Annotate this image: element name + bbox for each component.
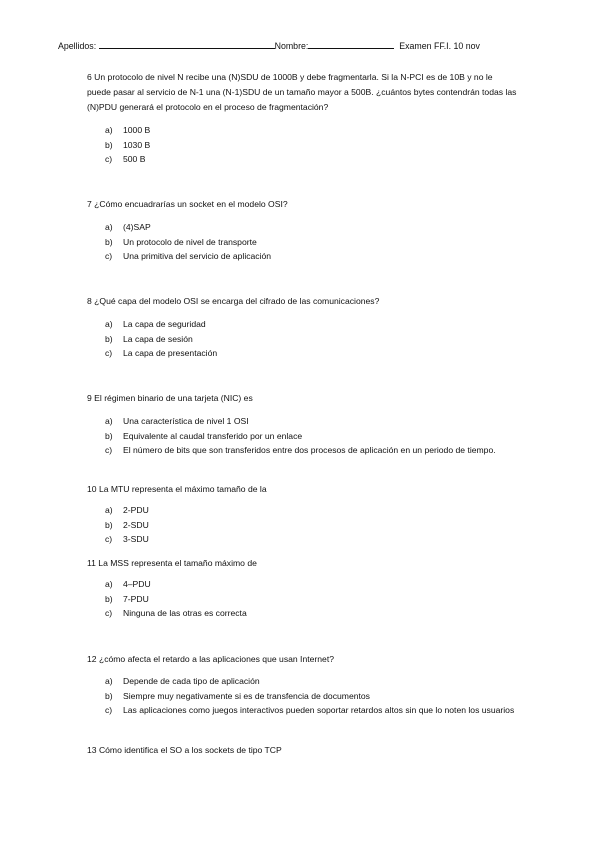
option-mark: b): [105, 333, 113, 344]
option-mark: c): [105, 348, 113, 359]
question-9: 9 El régimen binario de una tarjeta (NIC) es: [87, 393, 253, 403]
option-mark: a): [105, 579, 113, 589]
option-mark: a): [105, 676, 113, 686]
option-text: El número de bits que son transferidos entre dos procesos de aplicación en un periodo de tiempo.: [123, 445, 496, 456]
question-11-options: [105, 577, 515, 621]
option-text: Equivalente al caudal transferido por un enlace: [123, 430, 303, 441]
option-text: Una característica de nivel 1 OSI: [123, 416, 249, 426]
option-item[interactable]: [105, 518, 515, 533]
option-mark: a): [105, 125, 113, 135]
question-9-options: [105, 414, 515, 458]
option-mark: b): [105, 593, 113, 604]
option-mark: a): [105, 416, 113, 426]
option-text: Siempre muy negativamente si es de transfencia de documentos: [123, 690, 370, 701]
question-13: 13 Cómo identifica el SO a los sockets de tipo TCP: [87, 745, 282, 755]
option-text: Un protocolo de nivel de transporte: [123, 236, 257, 247]
question-8-options: [105, 317, 515, 361]
option-item[interactable]: [105, 503, 515, 518]
option-item[interactable]: [105, 532, 515, 547]
option-item[interactable]: [105, 703, 515, 718]
option-text: (4)SAP: [123, 222, 151, 232]
question-10-options: [105, 503, 515, 547]
option-item[interactable]: [105, 332, 515, 347]
option-mark: a): [105, 319, 113, 329]
nombre-label: Nombre:: [274, 41, 309, 51]
option-item[interactable]: [105, 429, 515, 444]
question-6: 6 Un protocolo de nivel N recibe una (N)SDU de 1000B y debe fragmentarla. Si la N-PCI es de 10B y no le puede pasar al servicio de N-1 una (N-1)SDU de un tamaño mayor a 500B. ¿cuántos bytes contendrán todas las (N)PDU generará el protocolo en el proceso de fragmentación?: [87, 72, 517, 112]
option-text: 4–PDU: [123, 579, 151, 589]
option-item[interactable]: [105, 235, 515, 250]
option-mark: c): [105, 445, 113, 456]
option-item[interactable]: [105, 674, 515, 689]
question-6-options: [105, 123, 515, 167]
apellidos-blank: [99, 39, 275, 49]
option-mark: c): [105, 705, 113, 716]
option-item[interactable]: [105, 592, 515, 607]
option-mark: c): [105, 251, 113, 262]
option-text: Depende de cada tipo de aplicación: [123, 676, 260, 686]
question-11: 11 La MSS representa el tamaño máximo de: [87, 558, 257, 568]
option-item[interactable]: [105, 346, 515, 361]
question-8: 8 ¿Qué capa del modelo OSI se encarga del cifrado de las comunicaciones?: [87, 296, 380, 306]
option-text: Las aplicaciones como juegos interactivos pueden soportar retardos altos sin que lo noten los usuarios: [123, 705, 515, 716]
option-item[interactable]: [105, 138, 515, 153]
option-mark: b): [105, 430, 113, 441]
option-mark: b): [105, 236, 113, 247]
option-text: 2-PDU: [123, 505, 149, 515]
exam-header: [58, 39, 528, 51]
option-mark: c): [105, 608, 113, 619]
option-item[interactable]: [105, 689, 515, 704]
question-10: 10 La MTU representa el máximo tamaño de la: [87, 484, 267, 494]
option-item[interactable]: [105, 606, 515, 621]
nombre-blank: [308, 39, 394, 49]
option-mark: c): [105, 154, 113, 165]
question-12: 12 ¿cómo afecta el retardo a las aplicaciones que usan Internet?: [87, 654, 334, 664]
option-text: 1030 B: [123, 139, 151, 150]
option-mark: b): [105, 519, 113, 530]
option-mark: b): [105, 139, 113, 150]
option-text: La capa de presentación: [123, 348, 218, 359]
option-item[interactable]: [105, 220, 515, 235]
option-mark: a): [105, 222, 113, 232]
option-mark: a): [105, 505, 113, 515]
option-text: 1000 B: [123, 125, 151, 135]
option-text: 7-PDU: [123, 593, 149, 604]
option-text: 500 B: [123, 154, 146, 165]
apellidos-label: Apellidos:: [58, 41, 97, 51]
option-item[interactable]: [105, 152, 515, 167]
question-12-options: [105, 674, 515, 718]
option-mark: c): [105, 534, 113, 545]
option-text: Ninguna de las otras es correcta: [123, 608, 247, 619]
option-text: Una primitiva del servicio de aplicación: [123, 251, 272, 262]
option-text: 2-SDU: [123, 519, 149, 530]
question-7: 7 ¿Cómo encuadrarías un socket en el modelo OSI?: [87, 199, 288, 209]
option-item[interactable]: [105, 577, 515, 592]
option-text: La capa de sesión: [123, 333, 193, 344]
option-text: 3-SDU: [123, 534, 149, 545]
option-text: La capa de seguridad: [123, 319, 206, 329]
option-item[interactable]: [105, 249, 515, 264]
option-item[interactable]: [105, 317, 515, 332]
exam-title: Examen FF.I. 10 nov: [399, 41, 480, 51]
option-item[interactable]: [105, 123, 515, 138]
question-7-options: [105, 220, 515, 264]
option-item[interactable]: [105, 414, 515, 429]
option-mark: b): [105, 690, 113, 701]
option-item[interactable]: [105, 443, 515, 458]
